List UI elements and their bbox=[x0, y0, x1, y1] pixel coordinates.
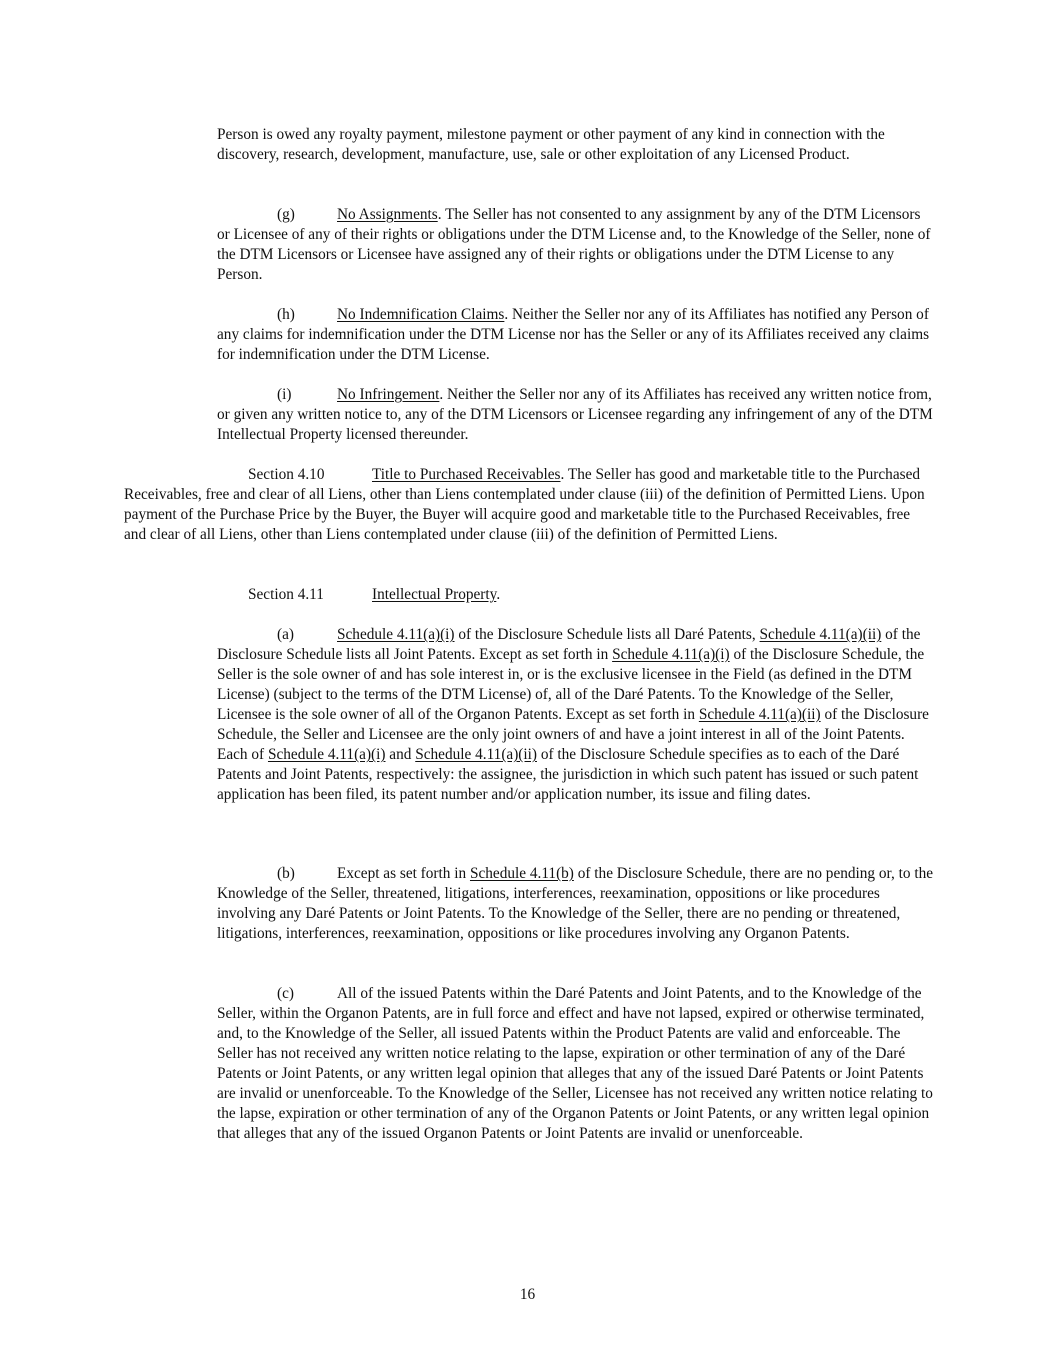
subsection-g-body: . The Seller has not consented to any assignment by any of the DTM Licensors or Licensee of any of their rights or obligations under the DTM License and, to the Knowledge of the Seller, none of the DTM Licensors or Licensee have assigned any of their rights or obligations under the DTM License to any Person. bbox=[217, 206, 931, 283]
subsection-h-body: . Neither the Seller nor any of its Affiliates has notified any Person of any claims for indemnification under the DTM License nor has the Seller or any of its Affiliates received any claims for indemnification under the DTM License. bbox=[217, 306, 930, 363]
subsection-c bbox=[217, 984, 935, 1144]
subsection-a-text-2: of the Disclosure Schedule lists all Joint Patents. Except as set forth in bbox=[217, 626, 921, 663]
section-4-11-heading: Intellectual Property bbox=[372, 586, 497, 603]
subsection-h-label: (h) bbox=[277, 306, 295, 323]
section-4-10-label: Section 4.10 bbox=[248, 466, 325, 483]
subsection-a bbox=[217, 625, 935, 805]
subsection-i-heading: No Infringement bbox=[337, 386, 440, 403]
subsection-b-label: (b) bbox=[277, 865, 295, 882]
schedule-ref-a-4: Schedule 4.11(a)(ii) bbox=[698, 706, 821, 723]
section-4-10 bbox=[124, 465, 935, 545]
section-4-10-body: . The Seller has good and marketable title to the Purchased Receivables, free and clear of all Liens, other than Liens contemplated under clause (iii) of the definition of Permitted Liens. Upon payment of the Purchase Price by the Buyer, the Buyer will acquire good and marketable title to the Purchased Receivables, free and clear of all Liens, other than Liens contemplated under clause (iii) of the definition of Permitted Liens. bbox=[124, 466, 925, 543]
subsection-g-label: (g) bbox=[277, 206, 295, 223]
schedule-ref-a-1: Schedule 4.11(a)(i) bbox=[337, 626, 455, 643]
section-4-10-heading: Title to Purchased Receivables bbox=[372, 466, 561, 483]
subsection-h-heading: No Indemnification Claims bbox=[337, 306, 505, 323]
subsection-g-heading: No Assignments bbox=[337, 206, 438, 223]
schedule-ref-a-2: Schedule 4.11(a)(ii) bbox=[759, 626, 882, 643]
subsection-a-label: (a) bbox=[277, 626, 294, 643]
subsection-a-text-3: of the Disclosure Schedule, the Seller is the sole owner of and has sole interest in, or is the exclusive licensee in the Field (as defined in the DTM License) (subject to the terms of the DTM License) of, all of the Daré Patents. To the Knowledge of the Seller, Licensee is the sole owner of all of the Organon Patents. Except as set forth in bbox=[217, 646, 925, 723]
subsection-c-body: All of the issued Patents within the Daré Patents and Joint Patents, and to the Knowledge of the Seller, within the Organon Patents, are in full force and effect and have not lapsed, expired or otherwise terminated, and, to the Knowledge of the Seller, all issued Patents within the Product Patents are valid and enforceable. The Seller has not received any written notice relating to the lapse, expiration or other termination of any of the Daré Patents or Joint Patents, or any written legal opinion that alleges that any of the issued Daré Patents or Joint Patents are invalid or unenforceable. To the Knowledge of the Seller, Licensee has not received any written notice relating to the lapse, expiration or other termination of any of the Organon Patents or Joint Patents, or any written legal opinion that alleges that any of the issued Organon Patents or Joint Patents are invalid or unenforceable. bbox=[217, 985, 933, 1142]
subsection-g bbox=[217, 205, 935, 285]
subsection-h bbox=[217, 305, 935, 365]
subsection-a-text-6: of the Disclosure Schedule specifies as to each of the Daré Patents and Joint Patents, respectively: the assignee, the jurisdiction in which such patent has issued or such patent application has been filed, its patent number and/or application number, its issue and filing dates. bbox=[217, 746, 919, 803]
subsection-a-text-1: of the Disclosure Schedule lists all Daré Patents, bbox=[454, 626, 760, 643]
schedule-ref-a-3: Schedule 4.11(a)(i) bbox=[612, 646, 730, 663]
section-4-11-period: . bbox=[496, 586, 501, 603]
subsection-b-text-2: of the Disclosure Schedule, there are no pending or, to the Knowledge of the Seller, threatened, litigations, interferences, reexamination, oppositions or like procedures involving any Daré Patents or Joint Patents. To the Knowledge of the Seller, there are no pending or threatened, litigations, interferences, reexamination, oppositions or like procedures involving any Organon Patents. bbox=[217, 865, 934, 942]
subsection-i-label: (i) bbox=[277, 386, 292, 403]
continuation-paragraph bbox=[217, 125, 935, 165]
section-4-11-label: Section 4.11 bbox=[248, 586, 324, 603]
subsection-i bbox=[217, 385, 935, 445]
subsection-a-text-4: of the Disclosure Schedule, the Seller and Licensee are the only joint owners of and have a joint interest in all of the Joint Patents. Each of bbox=[217, 706, 929, 763]
schedule-ref-b-1: Schedule 4.11(b) bbox=[469, 865, 574, 882]
schedule-ref-a-6: Schedule 4.11(a)(ii) bbox=[415, 746, 537, 763]
subsection-b bbox=[217, 864, 935, 944]
subsection-c-label: (c) bbox=[277, 985, 294, 1002]
schedule-ref-a-5: Schedule 4.11(a)(i) bbox=[267, 746, 386, 763]
subsection-a-text-5: and bbox=[385, 746, 416, 763]
continuation-text: Person is owed any royalty payment, milestone payment or other payment of any kind in connection with the discovery, research, development, manufacture, use, sale or other exploitation of any Licensed Product. bbox=[217, 126, 885, 163]
subsection-i-body: . Neither the Seller nor any of its Affiliates has received any written notice from, or given any written notice to, any of the DTM Licensors or Licensee regarding any infringement of any of the DTM Intellectual Property licensed thereunder. bbox=[217, 386, 933, 443]
page-number: 16 bbox=[519, 1286, 536, 1303]
subsection-b-text-1: Except as set forth in bbox=[337, 865, 470, 882]
section-4-11 bbox=[124, 585, 935, 605]
